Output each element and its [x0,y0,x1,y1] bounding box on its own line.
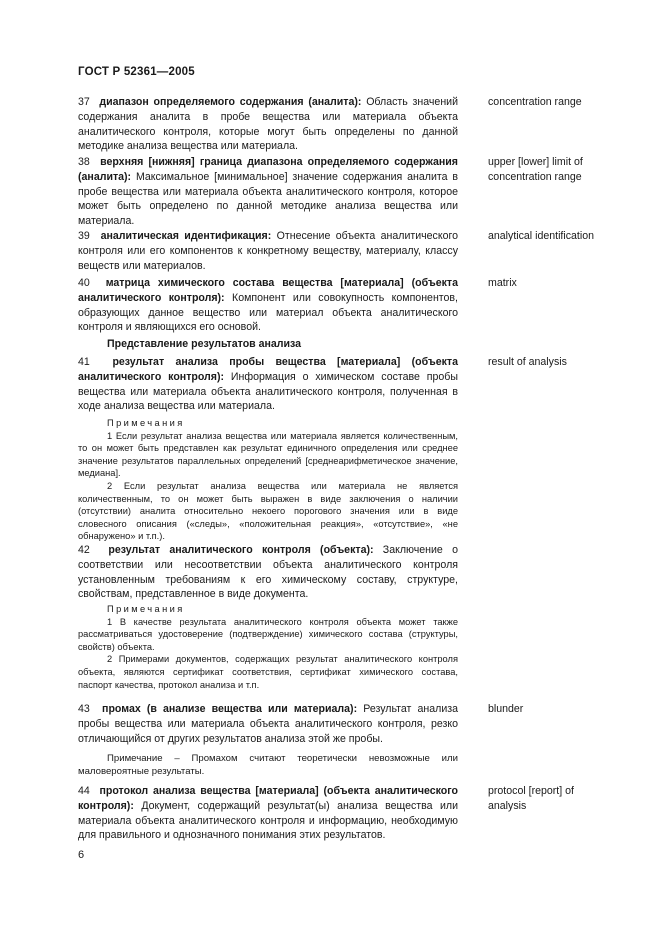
term-39-english: analytical identification [488,230,594,242]
notes-41 [78,417,458,543]
notes-caption: Примечания [107,418,185,428]
note-item: 2 Примерами документов, содержащих результат аналитического контроля объекта, являются сертификат соответствия, сертификат химического состава, паспорт качества, протокол анализа и т.п. [78,654,458,690]
term-number: 37 [78,96,90,108]
term-title: аналитическая идентификация: [100,230,272,242]
note-item: 1 Если результат анализа вещества или материала является количественным, то он может быть представлен как результат единичного определения или среднее значение результатов параллельных определений [среднеарифметическое значение, медиана]. [78,430,458,479]
notes-42 [78,603,458,691]
term-41 [78,355,458,414]
page-number: 6 [78,849,85,861]
note-43: Примечание – Промахом считают теоретически невозможные или маловероятные результаты. [78,753,458,778]
term-number: 39 [78,230,90,242]
term-number: 38 [78,156,90,168]
term-44-english: protocol [report] of analysis [488,785,574,812]
term-number: 41 [78,356,90,368]
term-definition: Максимальное [минимальное] значение содержания аналита в пробе вещества или материала объекта аналитического контроля, которое может быть определено по данной методике анализа вещества или материала. [78,170,458,228]
notes-caption: Примечания [107,604,185,614]
term-number: 40 [78,277,90,289]
term-title: результат аналитического контроля (объекта): [108,544,374,556]
term-37 [78,95,458,154]
term-title: протокол анализа вещества [материала] (объекта аналитического контроля): [78,785,458,812]
term-39 [78,229,458,273]
term-41-english: result of analysis [488,356,567,368]
term-definition: Результат анализа пробы вещества или материала объекта аналитического контроля, резко отличающийся от других результатов анализа этой же пробы. [78,703,459,745]
term-44 [78,784,458,843]
term-title: диапазон определяемого содержания (аналита): [99,96,362,108]
term-number: 42 [78,544,90,556]
term-40-english: matrix [488,277,517,289]
term-38-english: upper [lower] limit of concentration range [488,156,583,183]
page-header: ГОСТ Р 52361—2005 [78,66,195,78]
term-number: 43 [78,703,90,715]
term-title: матрица химического состава вещества [материала] (объекта аналитического контроля): [78,277,458,304]
term-title: результат анализа пробы вещества [материала] (объекта аналитического контроля): [78,356,458,383]
term-definition: Документ, содержащий результат(ы) анализа вещества или материала объекта аналитического контроля и информацию, необходимую для правильного и однозначного понимания этих результатов. [78,799,458,842]
term-definition: Компонент или совокупность компонентов, образующих данное вещество или материал объекта аналитического контроля и являющихся его основой. [78,291,458,334]
term-title: промах (в анализе вещества или материала): [102,703,358,715]
term-number: 44 [78,785,90,797]
term-37-english: concentration range [488,96,582,108]
term-38 [78,155,458,229]
note-item: 2 Если результат анализа вещества или материала не является количественным, то он может быть выражен в виде заключения о наличии (отсутствии) аналита относительно некоего порогового значения или в виде словесного описания («следы», «положительная реакция», «отсутствие», «не обнаружено» и т.п.). [78,480,458,542]
term-42 [78,543,458,602]
term-40 [78,276,458,335]
term-definition: Область значений содержания аналита в пробе вещества или материала объекта аналитического контроля, которые могут быть определены по данной методике анализа вещества или материала. [78,96,459,153]
term-definition: Заключение о соответствии или несоответствии объекта аналитического контроля установленным требованиям к его химическому составу, структуре, свойствам, представленное в виде документа. [78,544,458,601]
term-title: верхняя [нижняя] граница диапазона определяемого содержания (аналита): [78,156,458,183]
term-definition: Информация о химическом составе пробы вещества или материала объекта аналитического контроля, полученная в ходе анализа вещества или материала. [78,370,458,413]
term-definition: Отнесение объекта аналитического контроля или его компонентов к конкретному веществу, материалу, классу веществ или материалов. [78,230,459,272]
term-43 [78,702,458,778]
note-item: 1 В качестве результата аналитического контроля объекта может также рассматриваться удостоверение (подтверждение) химического состава (структуры, свойств) объекта. [78,616,458,652]
term-43-english: blunder [488,703,524,715]
section-title: Представление результатов анализа [107,338,302,350]
